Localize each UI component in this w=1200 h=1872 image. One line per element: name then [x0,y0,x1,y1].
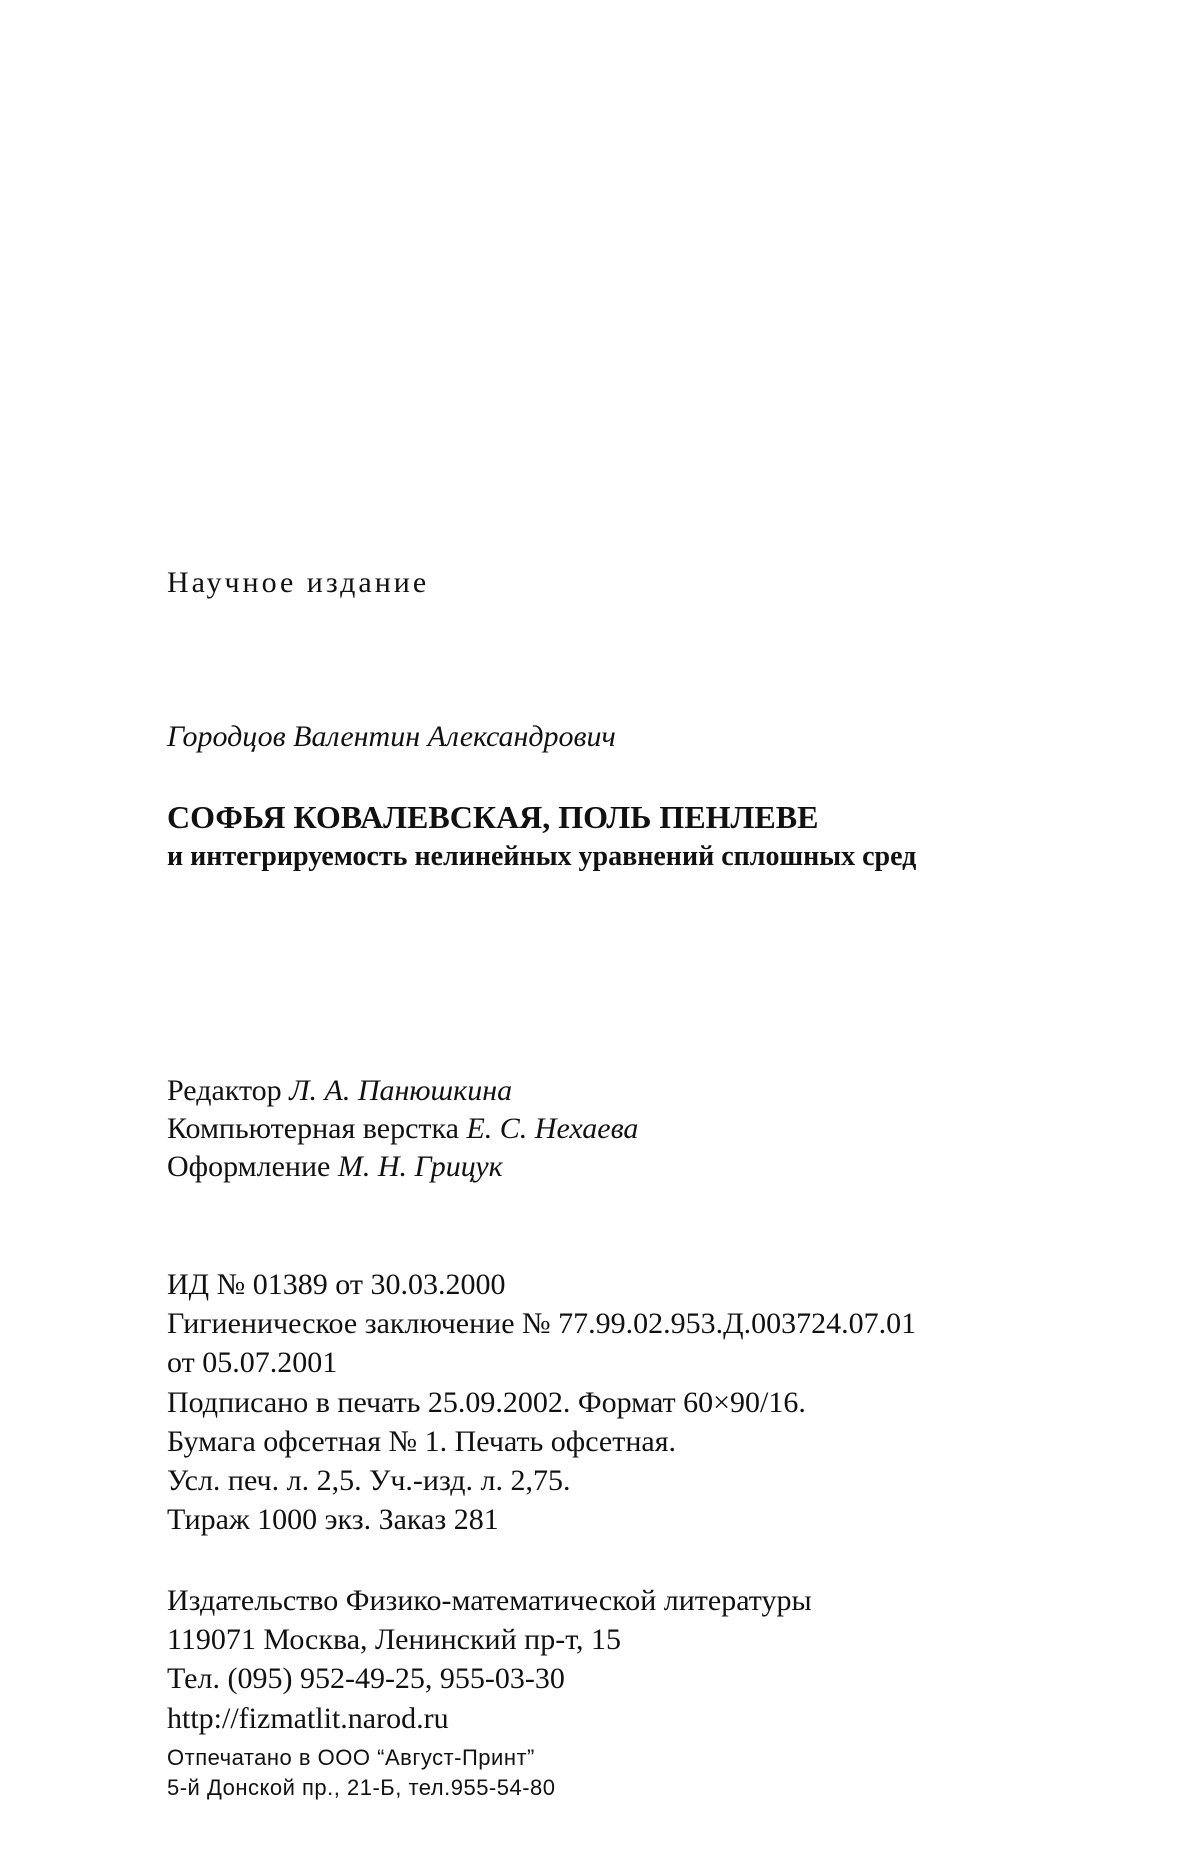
credit-editor-role: Редактор [167,1074,282,1107]
credit-editor [167,1076,512,1106]
edition-type: Научное издание [167,566,430,599]
imprint-line: Усл. печ. л. 2,5. Уч.-изд. л. 2,75. [167,1464,571,1497]
credit-layout-name: Е. С. Нехаева [466,1112,639,1145]
imprint-line: Бумага офсетная № 1. Печать офсетная. [167,1425,677,1458]
credit-layout-role: Компьютерная верстка [167,1112,459,1145]
credit-layout [167,1114,638,1144]
imprint-line: ИД № 01389 от 30.03.2000 [167,1268,506,1301]
imprint-line: Подписано в печать 25.09.2002. Формат 60×90/16. [167,1386,806,1419]
credit-design-name: М. Н. Грицук [337,1150,503,1183]
publisher-phone: Тел. (095) 952-49-25, 955-03-30 [167,1662,565,1695]
credit-editor-name: Л. А. Панюшкина [289,1074,513,1107]
printer-address: 5-й Донской пр., 21-Б, тел.955-54-80 [167,1775,556,1800]
book-title: СОФЬЯ КОВАЛЕВСКАЯ, ПОЛЬ ПЕНЛЕВЕ [167,799,819,835]
credit-design [167,1152,503,1182]
publisher-address: 119071 Москва, Ленинский пр-т, 15 [167,1623,622,1656]
author-name: Городцов Валентин Александрович [167,720,616,753]
printer-name: Отпечатано в ООО “Август-Принт” [167,1745,535,1770]
book-subtitle: и интегрируемость нелинейных уравнений сплошных сред [167,841,917,872]
credit-design-role: Оформление [167,1150,331,1183]
imprint-line: от 05.07.2001 [167,1346,338,1379]
publisher-website: http://fizmatlit.narod.ru [167,1702,449,1735]
publisher-name: Издательство Физико-математической литературы [167,1584,812,1617]
imprint-line: Гигиеническое заключение № 77.99.02.953.Д.003724.07.01 [167,1307,917,1340]
imprint-line: Тираж 1000 экз. Заказ 281 [167,1503,499,1536]
